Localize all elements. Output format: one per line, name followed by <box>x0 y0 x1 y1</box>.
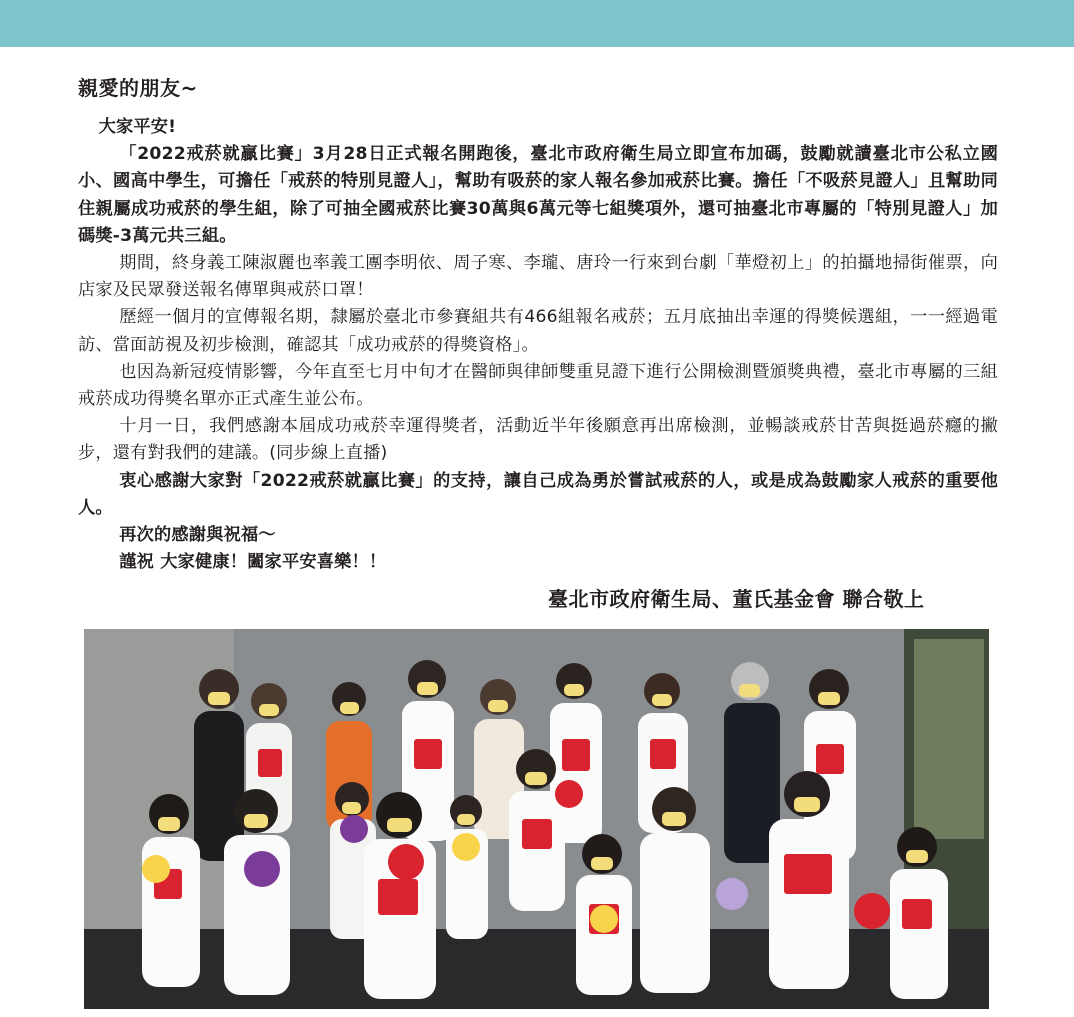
letter-body <box>78 114 998 576</box>
letter-greeting: 親愛的朋友~ <box>78 76 198 100</box>
letter-signature: 臺北市政府衛生局、董氏基金會 聯合敬上 <box>548 587 925 611</box>
header-color-bar <box>0 0 1074 47</box>
paragraph-thanks: 衷心感謝大家對「2022戒菸就贏比賽」的支持，讓自己成為勇於嘗試戒菸的人，或是成為鼓勵家人戒菸的重要他人。 <box>78 470 998 518</box>
letter-salutation: 大家平安! <box>98 117 177 137</box>
letter-closing-wishes: 謹祝 大家健康！闔家平安喜樂！！ <box>119 552 387 573</box>
paragraph-registration: 歷經一個月的宣傳報名期，隸屬於臺北市參賽組共有466組報名戒菸；五月底抽出幸運的得獎候選組，一一經過電訪、當面訪視及初步檢測，確認其「成功戒菸的得獎資格」。 <box>78 307 998 355</box>
group-photo <box>84 629 989 1009</box>
paragraph-contest-announcement: 「2022戒菸就贏比賽」3月28日正式報名開跑後，臺北市政府衛生局立即宣布加碼，鼓勵就讀臺北市公私立國小、國高中學生，可擔任「戒菸的特別見證人」，幫助有吸菸的家人報名參加戒菸比賽。擔任「不吸菸見證人」且幫助同住親屬成功戒菸的學生組，除了可抽全國戒菸比賽30萬與6萬元等七組獎項外，還可抽臺北市專屬的「特別見證人」加碼獎-3萬元共三組。 <box>78 144 998 246</box>
paragraph-october-event: 十月一日，我們感謝本屆成功戒菸幸運得獎者，活動近半年後願意再出席檢測，並暢談戒菸甘苦與挺過菸癮的撇步，還有對我們的建議。(同步線上直播) <box>78 416 998 464</box>
paragraph-ceremony: 也因為新冠疫情影響，今年直至七月中旬才在醫師與律師雙重見證下進行公開檢測暨頒獎典禮，臺北市專屬的三組戒菸成功得獎名單亦正式產生並公布。 <box>78 361 998 410</box>
paragraph-volunteers: 期間，終身義工陳淑麗也率義工團李明依、周子寒、李瓏、唐玲一行來到台劇「華燈初上」的拍攝地掃街催票，向店家及民眾發送報名傳單與戒菸口罩！ <box>78 253 998 301</box>
letter-closing-thanks: 再次的感謝與祝福～ <box>119 525 276 546</box>
